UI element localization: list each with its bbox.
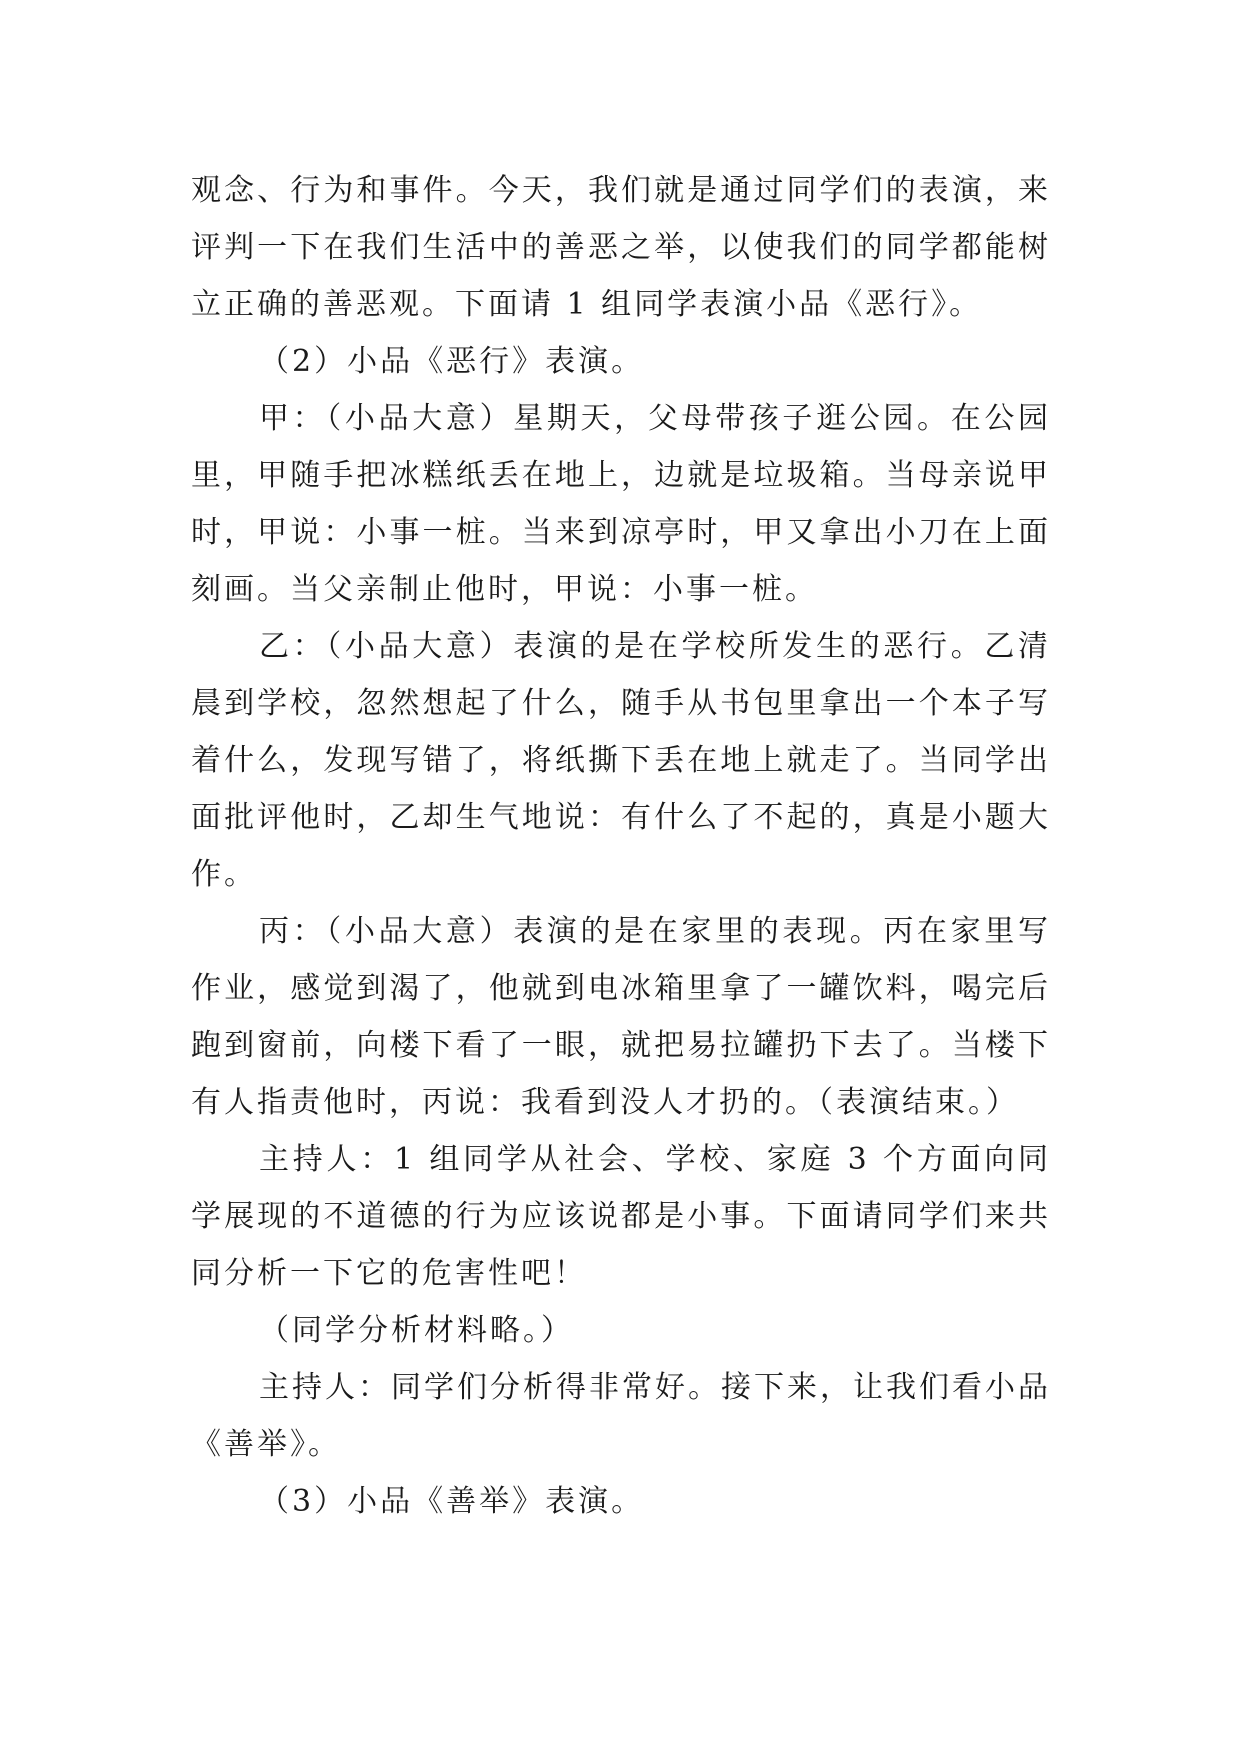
paragraph-section-3-heading: （3）小品《善举》表演。	[259, 1484, 645, 1519]
paragraph-student-analysis: （同学分析材料略。）	[259, 1313, 574, 1348]
paragraph-skit-jia: 甲：（小品大意）星期天，父母带孩子逛公园。在公园里，甲随手把冰糕纸丢在地上，边就是垃圾箱。当母亲说甲时，甲说：小事一桩。当来到凉亭时，甲又拿出小刀在上面刻画。当父亲制止他时，甲说：小事一桩。	[191, 401, 1051, 607]
paragraph-section-2-heading: （2）小品《恶行》表演。	[259, 344, 645, 379]
paragraph-host-remarks-1: 主持人：1 组同学从社会、学校、家庭 3 个方面向同学展现的不道德的行为应该说都是小事。下面请同学们来共同分析一下它的危害性吧！	[191, 1142, 1051, 1291]
paragraph-host-remarks-2: 主持人：同学们分析得非常好。接下来，让我们看小品《善举》。	[191, 1370, 1051, 1462]
document-body	[191, 162, 1051, 1530]
paragraph-skit-bing: 丙：（小品大意）表演的是在家里的表现。丙在家里写作业，感觉到渴了，他就到电冰箱里拿了一罐饮料，喝完后跑到窗前，向楼下看了一眼，就把易拉罐扔下去了。当楼下有人指责他时，丙说：我看到没人才扔的。（表演结束。）	[191, 914, 1051, 1120]
paragraph-skit-yi: 乙：（小品大意）表演的是在学校所发生的恶行。乙清晨到学校，忽然想起了什么，随手从书包里拿出一个本子写着什么，发现写错了，将纸撕下丢在地上就走了。当同学出面批评他时，乙却生气地说：有什么了不起的，真是小题大作。	[191, 629, 1051, 892]
paragraph-intro-continued: 观念、行为和事件。今天，我们就是通过同学们的表演，来评判一下在我们生活中的善恶之举，以使我们的同学都能树立正确的善恶观。下面请 1 组同学表演小品《恶行》。	[191, 173, 1051, 322]
